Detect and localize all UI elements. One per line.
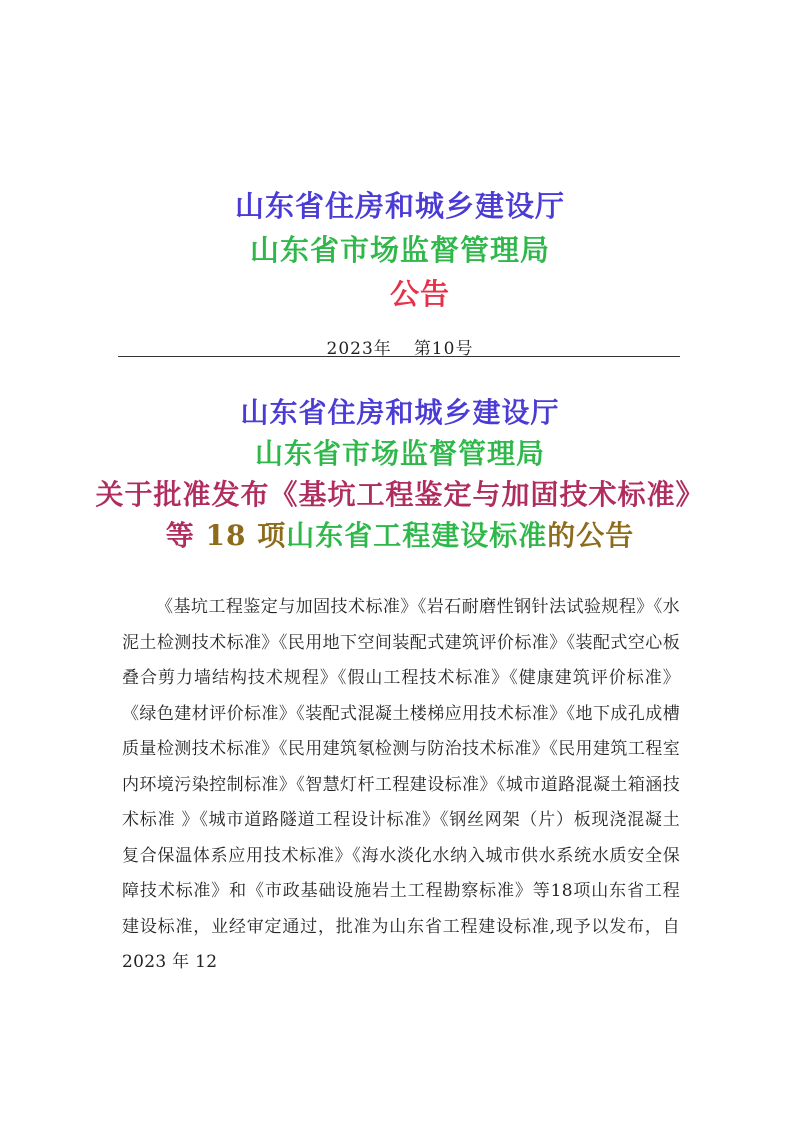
- issuer-housing-department: 山东省住房和城乡建设厅: [234, 189, 565, 223]
- notice-title: [0, 392, 800, 556]
- header-divider: [118, 356, 680, 357]
- title-line-4-count: 18: [205, 519, 247, 552]
- title-line-1: 山东省住房和城乡建设厅: [240, 396, 560, 429]
- title-line-2: 山东省市场监督管理局: [254, 437, 545, 470]
- issuer-header: [0, 184, 800, 316]
- title-line-4-prefix: 等: [165, 519, 195, 552]
- title-line-3: 关于批准发布《基坑工程鉴定与加固技术标准》: [95, 478, 705, 511]
- title-line-4-subject: 山东省工程建设标准: [286, 519, 548, 552]
- document-serial: 第10号: [413, 339, 474, 359]
- body-paragraph: 《基坑工程鉴定与加固技术标准》《岩石耐磨性钢针法试验规程》《水泥土检测技术标准》《民用地下空间装配式建筑评价标准》《装配式空心板叠合剪力墙结构技术规程》《假山工程技术标准》《健康建筑评价标准》《绿色建材评价标准》《装配式混凝土楼梯应用技术标准》《地下成孔成槽质量检测技术标准》《民用建筑氡检测与防治技术标准》《民用建筑工程室内环境污染控制标准》《智慧灯杆工程建设标准》《城市道路混凝土箱涵技术标准 》《城市道路隧道工程设计标准》《钢丝网架（片）板现浇混凝土复合保温体系应用技术标准》《海水淡化水纳入城市供水系统水质安全保障技术标准》和《市政基础设施岩土工程勘察标准》等18项山东省工程建设标准，业经审定通过，批准为山东省工程建设标准,现予以发布，自 2023 年 12: [122, 597, 680, 972]
- title-line-4-unit: 项: [257, 519, 287, 552]
- title-line-4-suffix: 的公告: [547, 519, 635, 552]
- title-line-4: [0, 515, 800, 556]
- document-year: 2023年: [326, 339, 392, 359]
- notice-word: 公告: [389, 277, 450, 311]
- issuer-market-supervision-bureau: 山东省市场监督管理局: [249, 233, 550, 267]
